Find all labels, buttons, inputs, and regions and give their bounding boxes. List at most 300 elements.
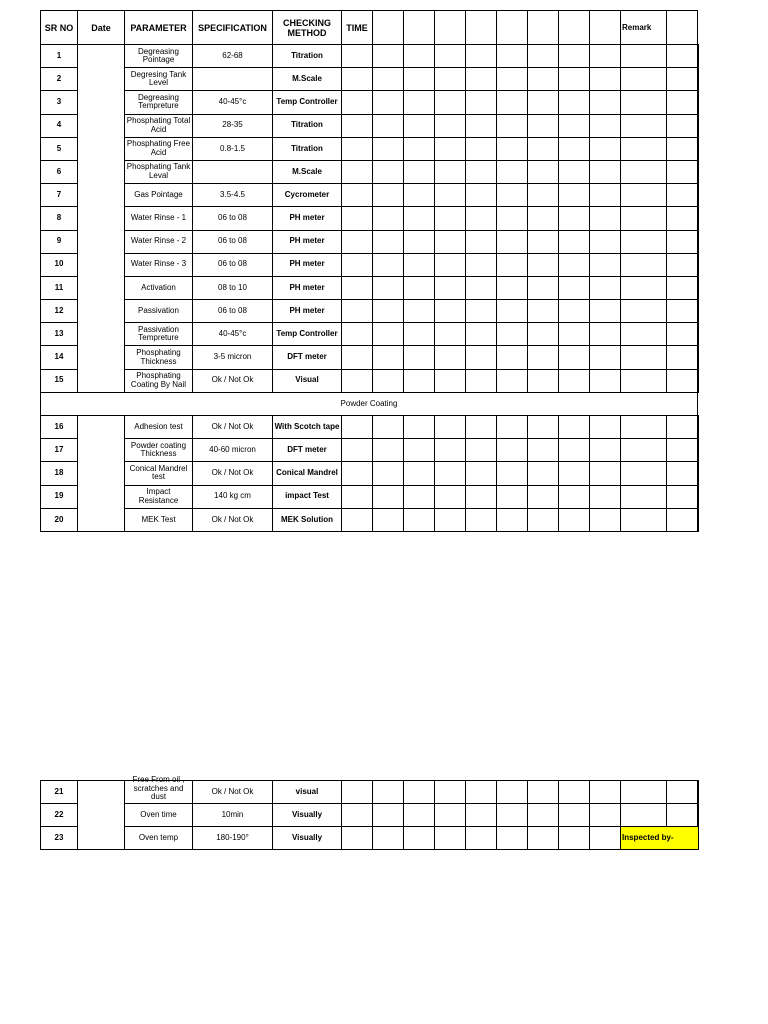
- time-entry-cell[interactable]: [621, 137, 667, 160]
- remark-extra-cell[interactable]: [698, 68, 699, 91]
- time-entry-cell[interactable]: [497, 439, 528, 462]
- time-entry-cell[interactable]: [342, 160, 373, 183]
- time-entry-cell[interactable]: [528, 323, 559, 346]
- time-entry-cell[interactable]: [342, 230, 373, 253]
- time-entry-cell[interactable]: [621, 416, 667, 439]
- oven-inspection-table: [40, 775, 699, 850]
- time-entry-cell[interactable]: [590, 114, 621, 137]
- time-entry-cell[interactable]: [497, 416, 528, 439]
- time-entry-cell[interactable]: [435, 485, 466, 508]
- remark-extra-cell[interactable]: [698, 184, 699, 207]
- remark-cell[interactable]: [667, 369, 698, 392]
- time-entry-cell[interactable]: [342, 137, 373, 160]
- inspected-by-cell[interactable]: Inspected by-: [621, 827, 699, 850]
- time-entry-cell[interactable]: [621, 781, 667, 804]
- time-entry-cell[interactable]: [435, 160, 466, 183]
- time-entry-cell[interactable]: [435, 300, 466, 323]
- remark-cell[interactable]: [667, 114, 698, 137]
- time-entry-cell[interactable]: [497, 114, 528, 137]
- time-entry-cell[interactable]: [621, 91, 667, 114]
- time-entry-cell[interactable]: [528, 346, 559, 369]
- time-entry-cell[interactable]: [621, 230, 667, 253]
- header-remark: Remark: [621, 11, 667, 45]
- time-entry-cell[interactable]: [373, 323, 404, 346]
- time-entry-cell[interactable]: [342, 276, 373, 299]
- time-entry-cell[interactable]: [435, 276, 466, 299]
- time-entry-cell[interactable]: [528, 91, 559, 114]
- sr-no-cell: 5: [41, 137, 78, 160]
- time-entry-cell[interactable]: [466, 253, 497, 276]
- time-entry-cell[interactable]: [373, 827, 404, 850]
- time-entry-cell[interactable]: [342, 369, 373, 392]
- time-entry-cell[interactable]: [404, 184, 435, 207]
- date-cell[interactable]: [78, 416, 125, 532]
- time-entry-cell[interactable]: [590, 369, 621, 392]
- time-entry-cell[interactable]: [528, 253, 559, 276]
- time-entry-cell[interactable]: [528, 137, 559, 160]
- time-entry-cell[interactable]: [559, 827, 590, 850]
- time-entry-cell[interactable]: [466, 160, 497, 183]
- header-blank: [373, 11, 404, 45]
- remark-extra-cell[interactable]: [698, 91, 699, 114]
- time-entry-cell[interactable]: [466, 68, 497, 91]
- time-entry-cell[interactable]: [497, 485, 528, 508]
- time-entry-cell[interactable]: [435, 416, 466, 439]
- time-entry-cell[interactable]: [590, 300, 621, 323]
- remark-cell[interactable]: [667, 253, 698, 276]
- time-entry-cell[interactable]: [466, 827, 497, 850]
- time-entry-cell[interactable]: [621, 68, 667, 91]
- time-entry-cell[interactable]: [466, 230, 497, 253]
- time-entry-cell[interactable]: [528, 439, 559, 462]
- time-entry-cell[interactable]: [342, 300, 373, 323]
- time-entry-cell[interactable]: [590, 184, 621, 207]
- remark-extra-cell[interactable]: [698, 346, 699, 369]
- time-entry-cell[interactable]: [404, 230, 435, 253]
- time-entry-cell[interactable]: [559, 462, 590, 485]
- time-entry-cell[interactable]: [466, 781, 497, 804]
- time-entry-cell[interactable]: [590, 439, 621, 462]
- specification-cell: 3-5 micron: [193, 346, 273, 369]
- time-entry-cell[interactable]: [404, 804, 435, 827]
- time-entry-cell[interactable]: [435, 462, 466, 485]
- time-entry-cell[interactable]: [621, 323, 667, 346]
- time-entry-cell[interactable]: [528, 781, 559, 804]
- time-entry-cell[interactable]: [528, 508, 559, 531]
- date-cell[interactable]: [78, 45, 125, 393]
- time-entry-cell[interactable]: [528, 160, 559, 183]
- time-entry-cell[interactable]: [342, 91, 373, 114]
- time-entry-cell[interactable]: [559, 508, 590, 531]
- time-entry-cell[interactable]: [373, 508, 404, 531]
- time-entry-cell[interactable]: [373, 253, 404, 276]
- parameter-cell: [125, 416, 193, 439]
- time-entry-cell[interactable]: [404, 439, 435, 462]
- checking-method-cell: DFT meter: [273, 346, 342, 369]
- time-entry-cell[interactable]: [528, 276, 559, 299]
- remark-cell[interactable]: [667, 300, 698, 323]
- parameter-text: Phosphating Coating By Nail: [130, 371, 187, 389]
- time-entry-cell[interactable]: [342, 781, 373, 804]
- time-entry-cell[interactable]: [373, 369, 404, 392]
- specification-cell: Ok / Not Ok: [193, 508, 273, 531]
- time-entry-cell[interactable]: [497, 781, 528, 804]
- time-entry-cell[interactable]: [621, 485, 667, 508]
- time-entry-cell[interactable]: [404, 369, 435, 392]
- remark-extra-cell[interactable]: [698, 300, 699, 323]
- time-entry-cell[interactable]: [466, 439, 497, 462]
- time-entry-cell[interactable]: [435, 439, 466, 462]
- remark-extra-cell[interactable]: [698, 439, 699, 462]
- time-entry-cell[interactable]: [559, 91, 590, 114]
- time-entry-cell[interactable]: [497, 184, 528, 207]
- time-entry-cell[interactable]: [404, 827, 435, 850]
- time-entry-cell[interactable]: [559, 184, 590, 207]
- time-entry-cell[interactable]: [559, 346, 590, 369]
- time-entry-cell[interactable]: [435, 827, 466, 850]
- time-entry-cell[interactable]: [404, 68, 435, 91]
- remark-extra-cell[interactable]: [698, 485, 699, 508]
- time-entry-cell[interactable]: [497, 91, 528, 114]
- remark-extra-cell[interactable]: [698, 781, 699, 804]
- time-entry-cell[interactable]: [466, 508, 497, 531]
- time-entry-cell[interactable]: [621, 253, 667, 276]
- remark-extra-cell[interactable]: [698, 160, 699, 183]
- time-entry-cell[interactable]: [559, 276, 590, 299]
- checking-method-cell: DFT meter: [273, 439, 342, 462]
- time-entry-cell[interactable]: [559, 68, 590, 91]
- time-entry-cell[interactable]: [559, 369, 590, 392]
- time-entry-cell[interactable]: [373, 160, 404, 183]
- time-entry-cell[interactable]: [497, 804, 528, 827]
- time-entry-cell[interactable]: [373, 114, 404, 137]
- time-entry-cell[interactable]: [559, 230, 590, 253]
- remark-extra-cell[interactable]: [698, 230, 699, 253]
- time-entry-cell[interactable]: [435, 184, 466, 207]
- time-entry-cell[interactable]: [466, 416, 497, 439]
- time-entry-cell[interactable]: [373, 462, 404, 485]
- time-entry-cell[interactable]: [497, 45, 528, 68]
- time-entry-cell[interactable]: [528, 207, 559, 230]
- parameter-cell: [125, 804, 193, 827]
- time-entry-cell[interactable]: [528, 827, 559, 850]
- time-entry-cell[interactable]: [590, 137, 621, 160]
- time-entry-cell[interactable]: [342, 253, 373, 276]
- time-entry-cell[interactable]: [559, 323, 590, 346]
- time-entry-cell[interactable]: [621, 300, 667, 323]
- time-entry-cell[interactable]: [435, 804, 466, 827]
- time-entry-cell[interactable]: [559, 781, 590, 804]
- checking-method-cell: PH meter: [273, 230, 342, 253]
- remark-cell[interactable]: [667, 276, 698, 299]
- time-entry-cell[interactable]: [435, 68, 466, 91]
- time-entry-cell[interactable]: [342, 114, 373, 137]
- remark-extra-cell[interactable]: [698, 253, 699, 276]
- time-entry-cell[interactable]: [342, 416, 373, 439]
- time-entry-cell[interactable]: [466, 346, 497, 369]
- time-entry-cell[interactable]: [404, 781, 435, 804]
- date-cell[interactable]: [78, 781, 125, 850]
- time-entry-cell[interactable]: [497, 68, 528, 91]
- time-entry-cell[interactable]: [435, 323, 466, 346]
- time-entry-cell[interactable]: [342, 346, 373, 369]
- time-entry-cell[interactable]: [404, 485, 435, 508]
- time-entry-cell[interactable]: [435, 137, 466, 160]
- time-entry-cell[interactable]: [404, 253, 435, 276]
- time-entry-cell[interactable]: [373, 91, 404, 114]
- time-entry-cell[interactable]: [559, 485, 590, 508]
- time-entry-cell[interactable]: [621, 114, 667, 137]
- remark-extra-cell[interactable]: [698, 508, 699, 531]
- remark-cell[interactable]: [667, 184, 698, 207]
- time-entry-cell[interactable]: [559, 160, 590, 183]
- time-entry-cell[interactable]: [497, 276, 528, 299]
- time-entry-cell[interactable]: [342, 804, 373, 827]
- time-entry-cell[interactable]: [435, 781, 466, 804]
- time-entry-cell[interactable]: [590, 323, 621, 346]
- time-entry-cell[interactable]: [590, 45, 621, 68]
- time-entry-cell[interactable]: [466, 114, 497, 137]
- time-entry-cell[interactable]: [435, 207, 466, 230]
- remark-extra-cell[interactable]: [698, 207, 699, 230]
- remark-cell[interactable]: [667, 91, 698, 114]
- time-entry-cell[interactable]: [404, 508, 435, 531]
- time-entry-cell[interactable]: [466, 323, 497, 346]
- time-entry-cell[interactable]: [435, 230, 466, 253]
- time-entry-cell[interactable]: [373, 45, 404, 68]
- remark-cell[interactable]: [667, 416, 698, 439]
- time-entry-cell[interactable]: [497, 137, 528, 160]
- time-entry-cell[interactable]: [590, 485, 621, 508]
- time-entry-cell[interactable]: [497, 323, 528, 346]
- checking-method-cell: Temp Controller: [273, 323, 342, 346]
- time-entry-cell[interactable]: [528, 114, 559, 137]
- time-entry-cell[interactable]: [404, 207, 435, 230]
- time-entry-cell[interactable]: [404, 91, 435, 114]
- time-entry-cell[interactable]: [466, 804, 497, 827]
- time-entry-cell[interactable]: [342, 68, 373, 91]
- time-entry-cell[interactable]: [497, 827, 528, 850]
- time-entry-cell[interactable]: [373, 68, 404, 91]
- time-entry-cell[interactable]: [404, 416, 435, 439]
- time-entry-cell[interactable]: [404, 45, 435, 68]
- parameter-text: Phosphating Free Acid: [126, 139, 191, 157]
- time-entry-cell[interactable]: [621, 346, 667, 369]
- time-entry-cell[interactable]: [497, 230, 528, 253]
- time-entry-cell[interactable]: [559, 45, 590, 68]
- time-entry-cell[interactable]: [528, 369, 559, 392]
- time-entry-cell[interactable]: [590, 416, 621, 439]
- time-entry-cell[interactable]: [373, 230, 404, 253]
- specification-cell: 40-45°c: [193, 323, 273, 346]
- time-entry-cell[interactable]: [404, 114, 435, 137]
- time-entry-cell[interactable]: [559, 804, 590, 827]
- time-entry-cell[interactable]: [373, 300, 404, 323]
- time-entry-cell[interactable]: [435, 508, 466, 531]
- time-entry-cell[interactable]: [590, 160, 621, 183]
- time-entry-cell[interactable]: [373, 416, 404, 439]
- time-entry-cell[interactable]: [590, 276, 621, 299]
- time-entry-cell[interactable]: [435, 369, 466, 392]
- time-entry-cell[interactable]: [466, 369, 497, 392]
- remark-cell[interactable]: [667, 45, 698, 68]
- time-entry-cell[interactable]: [435, 45, 466, 68]
- time-entry-cell[interactable]: [590, 508, 621, 531]
- time-entry-cell[interactable]: [528, 184, 559, 207]
- table-row: [41, 300, 699, 323]
- remark-cell[interactable]: [667, 508, 698, 531]
- time-entry-cell[interactable]: [373, 137, 404, 160]
- time-entry-cell[interactable]: [466, 276, 497, 299]
- time-entry-cell[interactable]: [559, 416, 590, 439]
- time-entry-cell[interactable]: [373, 485, 404, 508]
- time-entry-cell[interactable]: [528, 230, 559, 253]
- remark-cell[interactable]: [667, 781, 698, 804]
- time-entry-cell[interactable]: [621, 369, 667, 392]
- time-entry-cell[interactable]: [497, 508, 528, 531]
- remark-cell[interactable]: [667, 160, 698, 183]
- time-entry-cell[interactable]: [342, 508, 373, 531]
- time-entry-cell[interactable]: [404, 137, 435, 160]
- time-entry-cell[interactable]: [466, 485, 497, 508]
- time-entry-cell[interactable]: [621, 45, 667, 68]
- time-entry-cell[interactable]: [435, 253, 466, 276]
- time-entry-cell[interactable]: [435, 114, 466, 137]
- time-entry-cell[interactable]: [590, 804, 621, 827]
- header-blank: [590, 11, 621, 45]
- time-entry-cell[interactable]: [590, 253, 621, 276]
- remark-extra-cell[interactable]: [698, 276, 699, 299]
- time-entry-cell[interactable]: [590, 346, 621, 369]
- remark-extra-cell[interactable]: [698, 416, 699, 439]
- time-entry-cell[interactable]: [404, 300, 435, 323]
- remark-cell[interactable]: [667, 485, 698, 508]
- time-entry-cell[interactable]: [621, 276, 667, 299]
- remark-extra-cell[interactable]: [698, 137, 699, 160]
- time-entry-cell[interactable]: [590, 207, 621, 230]
- time-entry-cell[interactable]: [466, 184, 497, 207]
- time-entry-cell[interactable]: [559, 300, 590, 323]
- remark-extra-cell[interactable]: [698, 804, 699, 827]
- time-entry-cell[interactable]: [342, 323, 373, 346]
- time-entry-cell[interactable]: [497, 369, 528, 392]
- time-entry-cell[interactable]: [342, 207, 373, 230]
- time-entry-cell[interactable]: [497, 253, 528, 276]
- remark-cell[interactable]: [667, 323, 698, 346]
- parameter-text: Water Rinse - 1: [130, 213, 187, 223]
- time-entry-cell[interactable]: [559, 114, 590, 137]
- remark-extra-cell[interactable]: [698, 323, 699, 346]
- remark-cell[interactable]: [667, 230, 698, 253]
- sr-no-cell: 19: [41, 485, 78, 508]
- time-entry-cell[interactable]: [466, 91, 497, 114]
- time-entry-cell[interactable]: [497, 300, 528, 323]
- time-entry-cell[interactable]: [621, 184, 667, 207]
- time-entry-cell[interactable]: [621, 207, 667, 230]
- time-entry-cell[interactable]: [373, 346, 404, 369]
- time-entry-cell[interactable]: [404, 160, 435, 183]
- time-entry-cell[interactable]: [373, 781, 404, 804]
- time-entry-cell[interactable]: [590, 68, 621, 91]
- time-entry-cell[interactable]: [621, 508, 667, 531]
- time-entry-cell[interactable]: [466, 300, 497, 323]
- remark-extra-cell[interactable]: [698, 114, 699, 137]
- remark-cell[interactable]: [667, 346, 698, 369]
- remark-cell[interactable]: [667, 207, 698, 230]
- time-entry-cell[interactable]: [528, 416, 559, 439]
- time-entry-cell[interactable]: [590, 827, 621, 850]
- time-entry-cell[interactable]: [342, 827, 373, 850]
- time-entry-cell[interactable]: [342, 462, 373, 485]
- time-entry-cell[interactable]: [404, 462, 435, 485]
- time-entry-cell[interactable]: [497, 346, 528, 369]
- time-entry-cell[interactable]: [404, 323, 435, 346]
- time-entry-cell[interactable]: [373, 184, 404, 207]
- time-entry-cell[interactable]: [559, 253, 590, 276]
- remark-cell[interactable]: [667, 68, 698, 91]
- time-entry-cell[interactable]: [466, 137, 497, 160]
- time-entry-cell[interactable]: [590, 91, 621, 114]
- time-entry-cell[interactable]: [497, 462, 528, 485]
- time-entry-cell[interactable]: [621, 462, 667, 485]
- time-entry-cell[interactable]: [621, 439, 667, 462]
- table-row: [41, 781, 699, 804]
- time-entry-cell[interactable]: [559, 137, 590, 160]
- time-entry-cell[interactable]: [559, 207, 590, 230]
- remark-extra-cell[interactable]: [698, 462, 699, 485]
- time-entry-cell[interactable]: [404, 276, 435, 299]
- remark-extra-cell[interactable]: [698, 369, 699, 392]
- time-entry-cell[interactable]: [497, 160, 528, 183]
- sr-no-cell: 2: [41, 68, 78, 91]
- time-entry-cell[interactable]: [528, 804, 559, 827]
- time-entry-cell[interactable]: [528, 485, 559, 508]
- time-entry-cell[interactable]: [621, 160, 667, 183]
- time-entry-cell[interactable]: [373, 276, 404, 299]
- sr-no-cell: 16: [41, 416, 78, 439]
- time-entry-cell[interactable]: [435, 91, 466, 114]
- time-entry-cell[interactable]: [466, 207, 497, 230]
- remark-cell[interactable]: [667, 439, 698, 462]
- time-entry-cell[interactable]: [404, 346, 435, 369]
- time-entry-cell[interactable]: [342, 45, 373, 68]
- time-entry-cell[interactable]: [373, 207, 404, 230]
- time-entry-cell[interactable]: [528, 300, 559, 323]
- time-entry-cell[interactable]: [528, 68, 559, 91]
- time-entry-cell[interactable]: [466, 45, 497, 68]
- time-entry-cell[interactable]: [466, 462, 497, 485]
- time-entry-cell[interactable]: [342, 184, 373, 207]
- time-entry-cell[interactable]: [373, 804, 404, 827]
- time-entry-cell[interactable]: [342, 485, 373, 508]
- time-entry-cell[interactable]: [590, 781, 621, 804]
- remark-cell[interactable]: [667, 804, 698, 827]
- remark-cell[interactable]: [667, 137, 698, 160]
- time-entry-cell[interactable]: [528, 45, 559, 68]
- remark-cell[interactable]: [667, 462, 698, 485]
- remark-extra-cell[interactable]: [698, 45, 699, 68]
- time-entry-cell[interactable]: [373, 439, 404, 462]
- time-entry-cell[interactable]: [497, 207, 528, 230]
- time-entry-cell[interactable]: [435, 346, 466, 369]
- time-entry-cell[interactable]: [528, 462, 559, 485]
- time-entry-cell[interactable]: [590, 230, 621, 253]
- time-entry-cell[interactable]: [559, 439, 590, 462]
- time-entry-cell[interactable]: [621, 804, 667, 827]
- parameter-cell: [125, 91, 193, 114]
- time-entry-cell[interactable]: [590, 462, 621, 485]
- time-entry-cell[interactable]: [342, 439, 373, 462]
